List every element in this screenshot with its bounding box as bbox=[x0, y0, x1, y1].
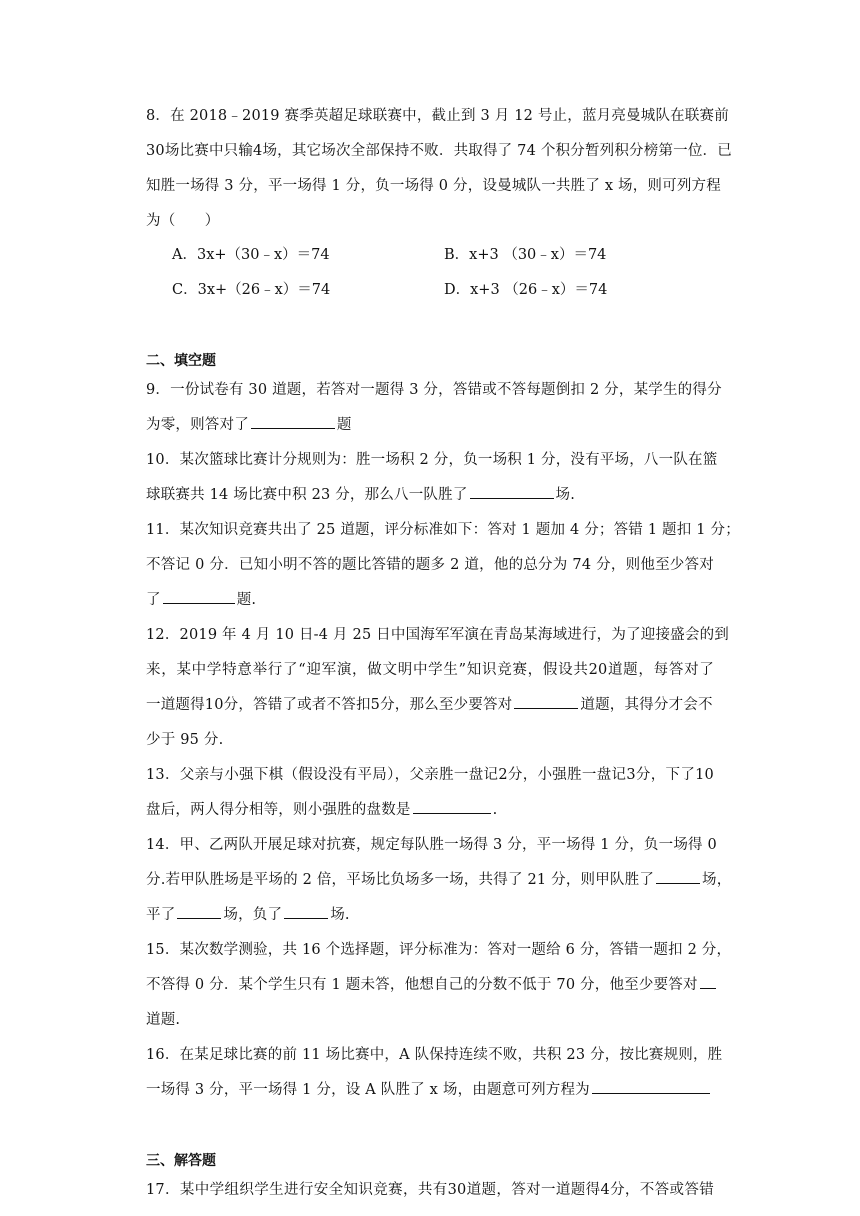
q14-line-1: 14．甲、乙两队开展足球对抗赛，规定每队胜一场得 3 分，平一场得 1 分，负一场得 0 bbox=[146, 837, 717, 853]
q12-text-b: 道题，其得分才会不 bbox=[580, 697, 713, 713]
q16-line-1: 16．在某足球比赛的前 11 场比赛中，A 队保持连续不败，共积 23 分，按比赛规则，胜 bbox=[146, 1047, 723, 1063]
q10-line-1: 10．某次篮球比赛计分规则为：胜一场积 2 分，负一场积 1 分，没有平场，八一队在篮 bbox=[146, 452, 718, 468]
q8-option-b[interactable]: B．x+3 （30﹣x）＝74 bbox=[444, 247, 607, 263]
q13-text-a: 盘后，两人得分相等，则小强胜的盘数是 bbox=[146, 802, 411, 818]
q9-answer-blank[interactable] bbox=[251, 414, 335, 429]
q9-line-1: 9．一份试卷有 30 道题，若答对一题得 3 分，答错或不答每题倒扣 2 分，某学生的得分 bbox=[146, 382, 722, 398]
q11-line-1: 11．某次知识竞赛共出了 25 道题，评分标准如下：答对 1 题加 4 分；答错 1 题扣 1 分； bbox=[146, 522, 740, 538]
q12-line-4: 少于 95 分. bbox=[146, 732, 224, 748]
q14-text-e: 场. bbox=[330, 907, 350, 923]
q15-line-3: 道题. bbox=[146, 1012, 181, 1028]
q8-line-1: 8．在 2018﹣2019 赛季英超足球联赛中，截止到 3 月 12 号止，蓝月亮曼城队在联赛前 bbox=[146, 108, 729, 124]
q16-line-2 bbox=[146, 1078, 712, 1099]
q14-answer-blank-win[interactable] bbox=[656, 869, 700, 884]
q12-answer-blank[interactable] bbox=[514, 694, 578, 709]
q8-option-c[interactable]: C．3x+（26﹣x）＝74 bbox=[172, 282, 331, 298]
q10-text-b: 场. bbox=[555, 487, 576, 503]
q14-text-a: 分.若甲队胜场是平场的 2 倍，平场比负场多一场，共得了 21 分，则甲队胜了 bbox=[146, 872, 655, 888]
q11-line-3 bbox=[146, 588, 256, 609]
q17-line-1: 17．某中学组织学生进行安全知识竞赛，共有30道题，答对一道题得4分，不答或答错 bbox=[146, 1182, 714, 1198]
q14-answer-blank-draw[interactable] bbox=[177, 904, 221, 919]
q11-text-a: 了 bbox=[146, 592, 161, 608]
q12-text-a: 一道题得10分，答错了或者不答扣5分，那么至少要答对 bbox=[146, 697, 513, 713]
section-title-fill-in: 二、填空题 bbox=[146, 353, 216, 369]
q15-line-2 bbox=[146, 973, 714, 994]
q10-answer-blank[interactable] bbox=[470, 484, 554, 499]
q9-text-a: 为零，则答对了 bbox=[146, 417, 249, 433]
q15-text-a: 不答得 0 分．某个学生只有 1 题未答，他想自己的分数不低于 70 分，他至少要答对 bbox=[146, 977, 698, 993]
q13-text-b: . bbox=[492, 802, 498, 818]
q8-line-4: 为（ ） bbox=[146, 213, 220, 229]
q16-answer-blank[interactable] bbox=[592, 1079, 710, 1094]
q15-line-1: 15．某次数学测验，共 16 个选择题，评分标准为：答对一题给 6 分，答错一题扣 2 分， bbox=[146, 942, 732, 958]
q9-text-b: 题 bbox=[336, 417, 352, 433]
q8-option-d[interactable]: D．x+3 （26﹣x）＝74 bbox=[444, 282, 608, 298]
q14-text-b: 场， bbox=[702, 872, 732, 888]
q14-line-3 bbox=[146, 903, 350, 924]
q12-line-1: 12．2019 年 4 月 10 日-4 月 25 日中国海军军演在青岛某海域进行，为了迎接盛会的到 bbox=[146, 627, 729, 643]
q10-line-2 bbox=[146, 483, 575, 504]
q11-text-b: 题. bbox=[236, 592, 257, 608]
q8-option-a[interactable]: A．3x+（30﹣x）＝74 bbox=[172, 247, 330, 263]
q11-line-2: 不答记 0 分．已知小明不答的题比答错的题多 2 道，他的总分为 74 分，则他至少答对 bbox=[146, 557, 714, 573]
q13-line-2 bbox=[146, 798, 497, 819]
q14-answer-blank-loss[interactable] bbox=[284, 904, 328, 919]
q16-text-a: 一场得 3 分，平一场得 1 分，设 A 队胜了 x 场，由题意可列方程为 bbox=[146, 1082, 590, 1098]
q12-line-3 bbox=[146, 693, 713, 714]
q12-line-2: 来，某中学特意举行了“迎军演，做文明中学生”知识竞赛，假设共20道题，每答对了 bbox=[146, 662, 714, 678]
q14-text-d: 场，负了 bbox=[223, 907, 283, 923]
q13-line-1: 13．父亲与小强下棋（假设没有平局），父亲胜一盘记2分，小强胜一盘记3分，下了10 bbox=[146, 767, 714, 783]
q8-line-2: 30场比赛中只输4场，其它场次全部保持不败．共取得了 74 个积分暂列积分榜第一位．已 bbox=[146, 143, 732, 159]
q10-text-a: 球联赛共 14 场比赛中积 23 分，那么八一队胜了 bbox=[146, 487, 468, 503]
q13-answer-blank[interactable] bbox=[413, 799, 491, 814]
q9-line-2 bbox=[146, 413, 352, 434]
q8-line-3: 知胜一场得 3 分，平一场得 1 分，负一场得 0 分，设曼城队一共胜了 x 场，则可列方程 bbox=[146, 178, 721, 194]
q14-line-2 bbox=[146, 868, 731, 889]
q11-answer-blank[interactable] bbox=[163, 589, 235, 604]
q14-text-c: 平了 bbox=[146, 907, 176, 923]
q15-answer-blank[interactable] bbox=[700, 974, 716, 989]
section-title-solution: 三、解答题 bbox=[146, 1153, 216, 1169]
